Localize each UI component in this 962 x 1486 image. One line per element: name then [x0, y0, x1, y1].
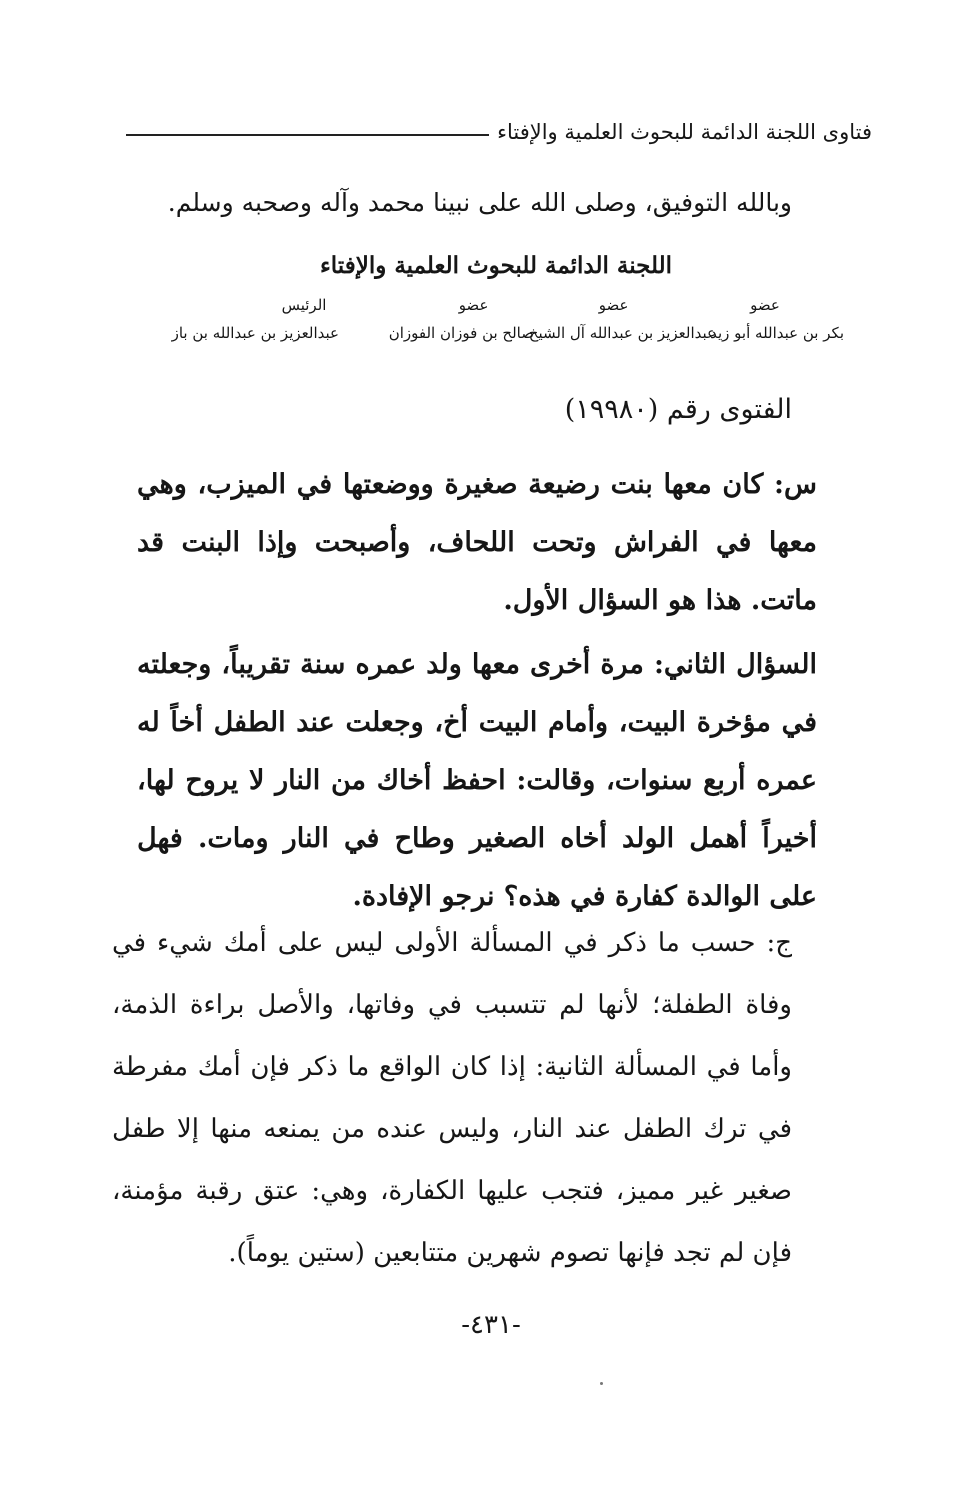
- signatory-name: عبدالعزيز بن عبدالله آل الشيخ: [528, 324, 716, 342]
- fatwa-number: الفتوى رقم (١٩٩٨٠): [564, 394, 792, 425]
- signatory-2: [529, 296, 716, 342]
- signatory-3: [389, 296, 534, 342]
- signatories: [116, 296, 844, 366]
- question-block: [137, 456, 817, 926]
- running-header-title: فتاوى اللجنة الدائمة للبحوث العلمية والإفتاء: [497, 120, 872, 144]
- signatory-role: عضو: [750, 296, 780, 314]
- question-part-1: س: كان معها بنت رضيعة صغيرة ووضعتها في الميزب، وهي معها في الفراش وتحت اللحاف، وأصبحت وإذا البنت قد ماتت. هذا هو السؤال الأول.: [137, 469, 817, 616]
- closing-line: وبالله التوفيق، وصلى الله على نبينا محمد وآله وصحبه وسلم.: [167, 188, 792, 217]
- signatory-name: صالح بن فوزان الفوزان: [388, 324, 534, 342]
- question-part-2: السؤال الثاني: مرة أخرى معها ولد عمره سنة تقريباً، وجعلته في مؤخرة البيت، وأمام البيت أخ، وجعلت عند الطفل أخاً له عمره أربع سنوات، وقالت: احفظ أخاك من النار لا يروح لها، أخيراً أهمل الولد أخاه الصغير وطاح في النار ومات. فهل على الوالدة كفارة في هذه؟ نرجو الإفادة.: [137, 649, 817, 912]
- signatory-4: [172, 296, 339, 342]
- committee-name: اللجنة الدائمة للبحوث العلمية والإفتاء: [319, 252, 673, 279]
- signatory-role: الرئيس: [281, 296, 327, 314]
- answer-text: ج: حسب ما ذكر في المسألة الأولى ليس على أمك شيء في وفاة الطفلة؛ لأنها لم تتسبب في وفاتها، والأصل براءة الذمة، وأما في المسألة الثانية: إذا كان الواقع ما ذكر فإن أمك مفرطة في ترك الطفل عند النار، وليس عنده من يمنعه منها إلا طفل صغير غير مميز، فتجب عليها الكفارة، وهي: عتق رقبة مؤمنة، فإن لم تجد فإنها تصوم شهرين متتابعين (ستين يوماً).: [112, 928, 792, 1268]
- signatory-role: عضو: [598, 296, 629, 314]
- signatory-name: عبدالعزيز بن عبدالله بن باز: [171, 324, 339, 342]
- page-number: -٤٣١-: [461, 1310, 521, 1340]
- signatory-name: بكر بن عبدالله أبو زيد: [710, 324, 844, 342]
- answer-block: [112, 912, 792, 1284]
- header-rule: [126, 134, 489, 136]
- scan-speck: [600, 1382, 603, 1385]
- running-header: [126, 112, 872, 152]
- signatory-role: عضو: [458, 296, 489, 314]
- signatory-1: [710, 296, 844, 342]
